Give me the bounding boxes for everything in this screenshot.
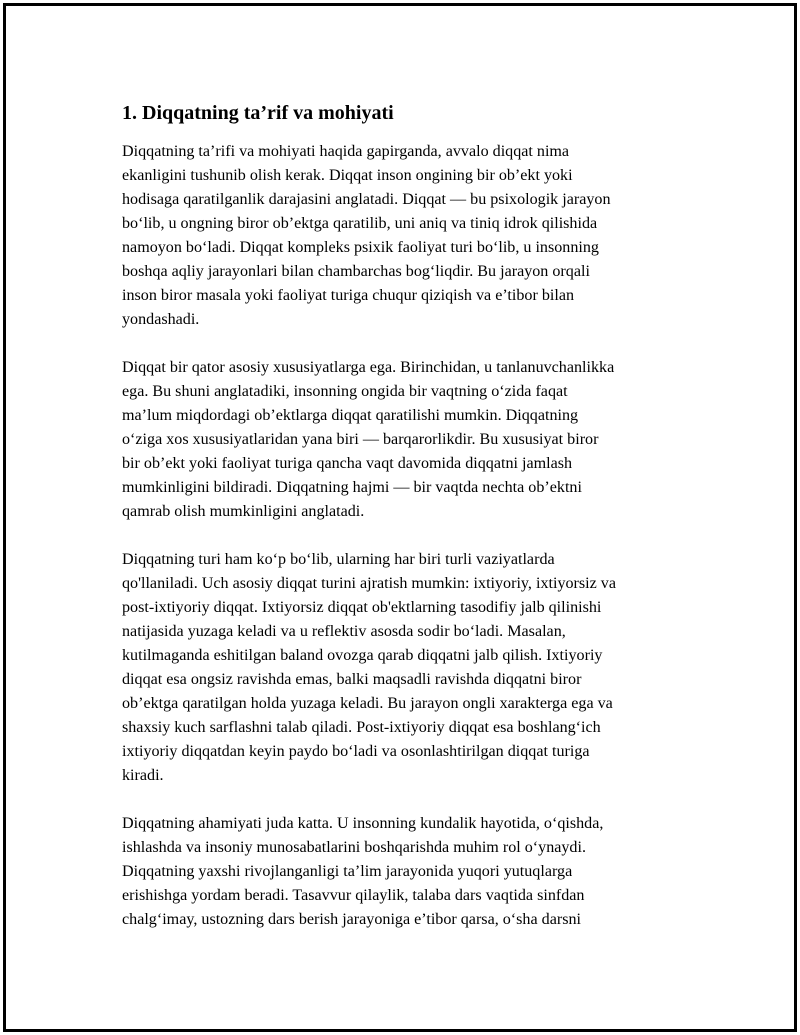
page-frame <box>3 3 797 1032</box>
paragraph-types: Diqqatning turi ham ko‘p bo‘lib, ularning har biri turli vaziyatlarda qo'llaniladi. Uch asosiy diqqat turini ajratish mumkin: ixtiyoriy, ixtiyorsiz va post-ixtiyoriy diqqat. Ixtiyorsiz diqqat ob'ektlarning tasodifiy jalb qilinishi natijasida yuzaga keladi va u reflektiv asosda sodir bo‘ladi. Masalan, kutilmaganda eshitilgan baland ovozga qarab diqqatni jalb qilish. Ixtiyoriy diqqat esa ongsiz ravishda emas, balki maqsadli ravishda diqqatni biror ob’ektga qaratilgan holda yuzaga keladi. Bu jarayon ongli xarakterga ega va shaxsiy kuch sarflashni talab qiladi. Post-ixtiyoriy diqqat esa boshlang‘ich ixtiyoriy diqqatdan keyin paydo bo‘ladi va osonlashtirilgan diqqat turiga kiradi. <box>122 551 616 784</box>
document-body <box>122 100 702 956</box>
section-heading: 1. Diqqatning ta’rif va mohiyati <box>122 102 394 124</box>
paragraph-importance: Diqqatning ahamiyati juda katta. U insonning kundalik hayotida, o‘qishda, ishlashda va insoniy munosabatlarini boshqarishda muhim rol o‘ynaydi. Diqqatning yaxshi rivojlanganligi ta’lim jarayonida yuqori yutuqlarga erishishga yordam beradi. Tasavvur qilaylik, talaba dars vaqtida sinfdan chalg‘imay, ustozning dars berish jarayoniga e’tibor qarsa, o‘sha darsni <box>122 815 604 928</box>
paragraph-properties: Diqqat bir qator asosiy xususiyatlarga ega. Birinchidan, u tanlanuvchanlikka ega. Bu shuni anglatadiki, insonning ongida bir vaqtning o‘zida faqat ma’lum miqdordagi ob’ektlarga diqqat qaratilishi mumkin. Diqqatning o‘ziga xos xususiyatlaridan yana biri — barqarorlikdir. Bu xususiyat biror bir ob’ekt yoki faoliyat turiga qancha vaqt davomida diqqatni jamlash mumkinligini bildiradi. Diqqatning hajmi — bir vaqtda nechta ob’ektni qamrab olish mumkinligini anglatadi. <box>122 359 615 520</box>
paragraph-definition: Diqqatning ta’rifi va mohiyati haqida gapirganda, avvalo diqqat nima ekanligini tushunib olish kerak. Diqqat inson ongining bir ob’ekt yoki hodisaga qaratilganlik darajasini anglatadi. Diqqat — bu psixologik jarayon bo‘lib, u ongning biror ob’ektga qaratilib, uni aniq va tiniq idrok qilishida namoyon bo‘ladi. Diqqat kompleks psixik faoliyat turi bo‘lib, u insonning boshqa aqliy jarayonlari bilan chambarchas bog‘liqdir. Bu jarayon orqali inson biror masala yoki faoliyat turiga chuqur qiziqish va e’tibor bilan yondashadi. <box>122 143 611 328</box>
